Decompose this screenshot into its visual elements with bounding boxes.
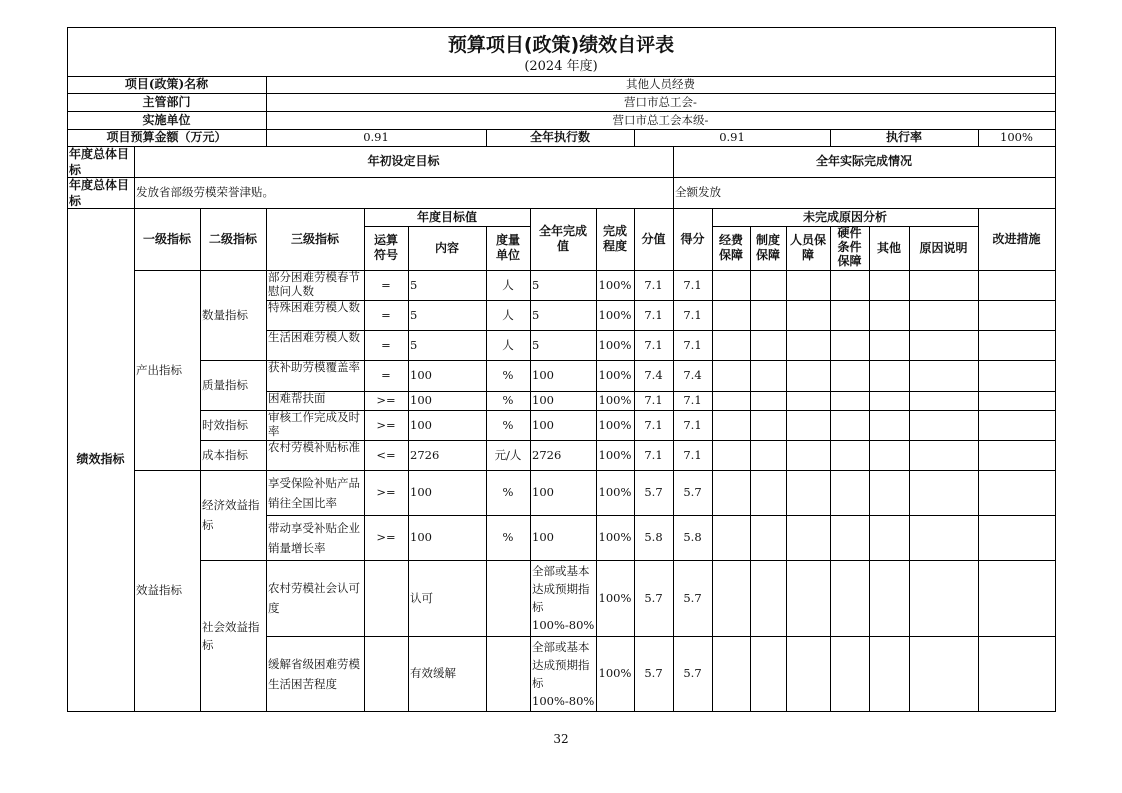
score-value-header: 分值 xyxy=(641,231,666,246)
goal-row-label-2: 年度总体目标 xyxy=(69,178,130,208)
indicator-name: 困难帮扶面 xyxy=(268,391,326,405)
explain-header: 原因说明 xyxy=(919,240,968,255)
completion-degree: 100% xyxy=(598,590,632,605)
completion-degree: 100% xyxy=(598,393,632,407)
operator: = xyxy=(381,368,391,382)
unit xyxy=(486,636,530,711)
actual-value: 5 xyxy=(532,277,540,292)
completion-degree: 100% xyxy=(598,666,632,680)
target-content: 100 xyxy=(410,393,432,407)
target-content: 5 xyxy=(410,337,418,352)
actual-value: 全部或基本达成预期指标100%-80% xyxy=(532,639,595,708)
unit: 元/人 xyxy=(494,447,522,462)
target-content: 认可 xyxy=(410,590,433,605)
score: 5.7 xyxy=(683,666,702,680)
completion-degree: 100% xyxy=(598,417,632,432)
hardware-header: 硬件条件保障 xyxy=(837,226,862,268)
operator: = xyxy=(381,277,391,292)
actual-value: 2726 xyxy=(532,447,562,462)
exec-label: 全年执行数 xyxy=(529,130,590,144)
level2-header: 二级指标 xyxy=(208,231,257,246)
page-number: 32 xyxy=(553,732,569,746)
score-value: 7.1 xyxy=(644,393,663,407)
actual-value: 100 xyxy=(532,393,554,407)
quantity-indicator-label: 数量指标 xyxy=(202,307,248,322)
grid-line xyxy=(1055,27,1056,712)
score: 5.7 xyxy=(683,590,702,605)
score-value: 7.1 xyxy=(644,337,663,352)
content-header: 内容 xyxy=(434,240,459,255)
indicator-name: 带动享受补贴企业销量增长率 xyxy=(268,520,360,555)
unit xyxy=(486,560,530,636)
system-header: 制度保障 xyxy=(755,233,780,262)
unit: 人 xyxy=(502,337,514,352)
output-indicator-label: 产出指标 xyxy=(136,362,182,377)
operator xyxy=(364,560,408,636)
unit-label: 实施单位 xyxy=(142,112,191,127)
page-title: 预算项目(政策)绩效自评表 xyxy=(447,34,675,56)
dept-label: 主管部门 xyxy=(142,94,191,109)
unit: % xyxy=(502,417,514,432)
grid-line xyxy=(978,208,979,712)
reason-group-header: 未完成原因分析 xyxy=(802,209,887,224)
target-content: 有效缓解 xyxy=(410,666,456,680)
indicator-name: 享受保险补贴产品销往全国比率 xyxy=(268,475,360,510)
score: 7.1 xyxy=(683,307,702,322)
benefit-indicator-label: 效益指标 xyxy=(136,583,182,597)
level1-header: 一级指标 xyxy=(142,231,191,246)
score-value: 5.7 xyxy=(644,666,663,680)
score: 7.1 xyxy=(683,337,702,352)
staff-header: 人员保障 xyxy=(789,233,826,262)
initial-goal-header: 年初设定目标 xyxy=(367,154,440,168)
indicator-name: 审核工作完成及时率 xyxy=(268,410,360,438)
grid-line xyxy=(830,226,831,712)
unit-value: 营口市总工会本级- xyxy=(612,112,709,127)
initial-goal-text: 发放省部级劳模荣誉津贴。 xyxy=(136,185,274,199)
unit-header: 度量单位 xyxy=(495,233,520,262)
target-content: 100 xyxy=(410,417,432,432)
operator: = xyxy=(381,307,391,322)
completion-degree: 100% xyxy=(598,307,632,322)
score: 7.1 xyxy=(683,277,702,292)
unit: % xyxy=(502,393,514,407)
completion-degree: 100% xyxy=(598,447,632,462)
completion-degree: 100% xyxy=(598,277,632,292)
score: 5.7 xyxy=(683,485,702,499)
grid-line xyxy=(67,711,1056,712)
score-value: 7.1 xyxy=(644,447,663,462)
operator xyxy=(364,636,408,711)
actual-header: 全年完成值 xyxy=(538,224,587,253)
score: 7.4 xyxy=(683,368,702,382)
target-content: 100 xyxy=(410,368,432,382)
project-name-value: 其他人员经费 xyxy=(626,77,695,91)
rate-value: 100% xyxy=(1000,130,1033,144)
indicator-name: 农村劳模补贴标准 xyxy=(268,440,360,454)
score-value: 7.1 xyxy=(644,417,663,432)
actual-value: 5 xyxy=(532,337,540,352)
indicator-name: 特殊困难劳模人数 xyxy=(268,300,360,314)
operator: = xyxy=(381,337,391,352)
quality-indicator-label: 质量指标 xyxy=(202,377,248,392)
other-header: 其他 xyxy=(876,240,901,255)
budget-value: 0.91 xyxy=(363,130,389,144)
year-subtitle: (2024 年度) xyxy=(524,59,598,74)
actual-value: 100 xyxy=(532,368,554,382)
completion-degree: 100% xyxy=(598,337,632,352)
target-group-header: 年度目标值 xyxy=(416,209,477,224)
score-value: 5.7 xyxy=(644,590,663,605)
score-value: 5.7 xyxy=(644,485,663,499)
indicator-name: 缓解省级困难劳模生活困苦程度 xyxy=(268,656,360,691)
score: 7.1 xyxy=(683,447,702,462)
score-header: 得分 xyxy=(680,231,705,246)
score-value: 7.1 xyxy=(644,277,663,292)
completion-degree: 100% xyxy=(598,485,632,499)
degree-header: 完成程度 xyxy=(602,224,627,253)
dept-value: 营口市总工会- xyxy=(624,94,697,109)
indicator-name: 生活困难劳模人数 xyxy=(268,330,360,344)
target-content: 100 xyxy=(410,485,432,499)
operator: >= xyxy=(376,417,396,432)
operator-header: 运算符号 xyxy=(373,233,398,262)
completion-degree: 100% xyxy=(598,530,632,544)
unit: 人 xyxy=(502,277,514,292)
actual-value: 100 xyxy=(532,485,554,499)
indicator-name: 获补助劳模覆盖率 xyxy=(268,360,360,374)
operator: >= xyxy=(376,393,396,407)
exec-value: 0.91 xyxy=(719,130,745,144)
grid-line xyxy=(909,226,910,712)
target-content: 2726 xyxy=(410,447,440,462)
indicator-name: 农村劳模社会认可度 xyxy=(268,581,360,615)
score: 5.8 xyxy=(683,530,702,544)
target-content: 5 xyxy=(410,277,418,292)
funding-header: 经费保障 xyxy=(718,233,743,262)
score: 7.1 xyxy=(683,393,702,407)
project-name-label: 项目(政策)名称 xyxy=(124,77,209,91)
actual-value: 5 xyxy=(532,307,540,322)
target-content: 100 xyxy=(410,530,432,544)
target-content: 5 xyxy=(410,307,418,322)
score: 7.1 xyxy=(683,417,702,432)
operator: >= xyxy=(376,530,396,544)
unit: % xyxy=(502,368,514,382)
score-value: 5.8 xyxy=(644,530,663,544)
perf-indicator-label: 绩效指标 xyxy=(76,452,125,466)
operator: <= xyxy=(376,447,396,462)
grid-line xyxy=(786,226,787,712)
actual-goal-header: 全年实际完成情况 xyxy=(815,154,912,168)
timeliness-indicator-label: 时效指标 xyxy=(202,417,248,432)
completion-degree: 100% xyxy=(598,368,632,382)
unit: 人 xyxy=(502,307,514,322)
budget-label: 项目预算金额（万元） xyxy=(106,130,227,144)
actual-value: 100 xyxy=(532,530,554,544)
score-value: 7.1 xyxy=(644,307,663,322)
improve-header: 改进措施 xyxy=(992,231,1041,246)
unit: % xyxy=(502,530,514,544)
operator: >= xyxy=(376,485,396,499)
grid-line xyxy=(869,226,870,712)
social-indicator-label: 社会效益指标 xyxy=(202,619,260,652)
score-value: 7.4 xyxy=(644,368,663,382)
actual-goal-text: 全额发放 xyxy=(675,185,721,199)
grid-line xyxy=(67,27,1056,28)
grid-line xyxy=(712,208,713,712)
cost-indicator-label: 成本指标 xyxy=(202,447,248,462)
economic-indicator-label: 经济效益指标 xyxy=(202,498,260,532)
level3-header: 三级指标 xyxy=(290,231,339,246)
rate-label: 执行率 xyxy=(885,130,922,144)
indicator-name: 部分困难劳模春节慰问人数 xyxy=(268,270,360,298)
actual-value: 100 xyxy=(532,417,554,432)
actual-value: 全部或基本达成预期指标100%-80% xyxy=(532,564,595,632)
unit: % xyxy=(502,485,514,499)
goal-row-label: 年度总体目标 xyxy=(69,147,130,177)
grid-line xyxy=(750,226,751,712)
